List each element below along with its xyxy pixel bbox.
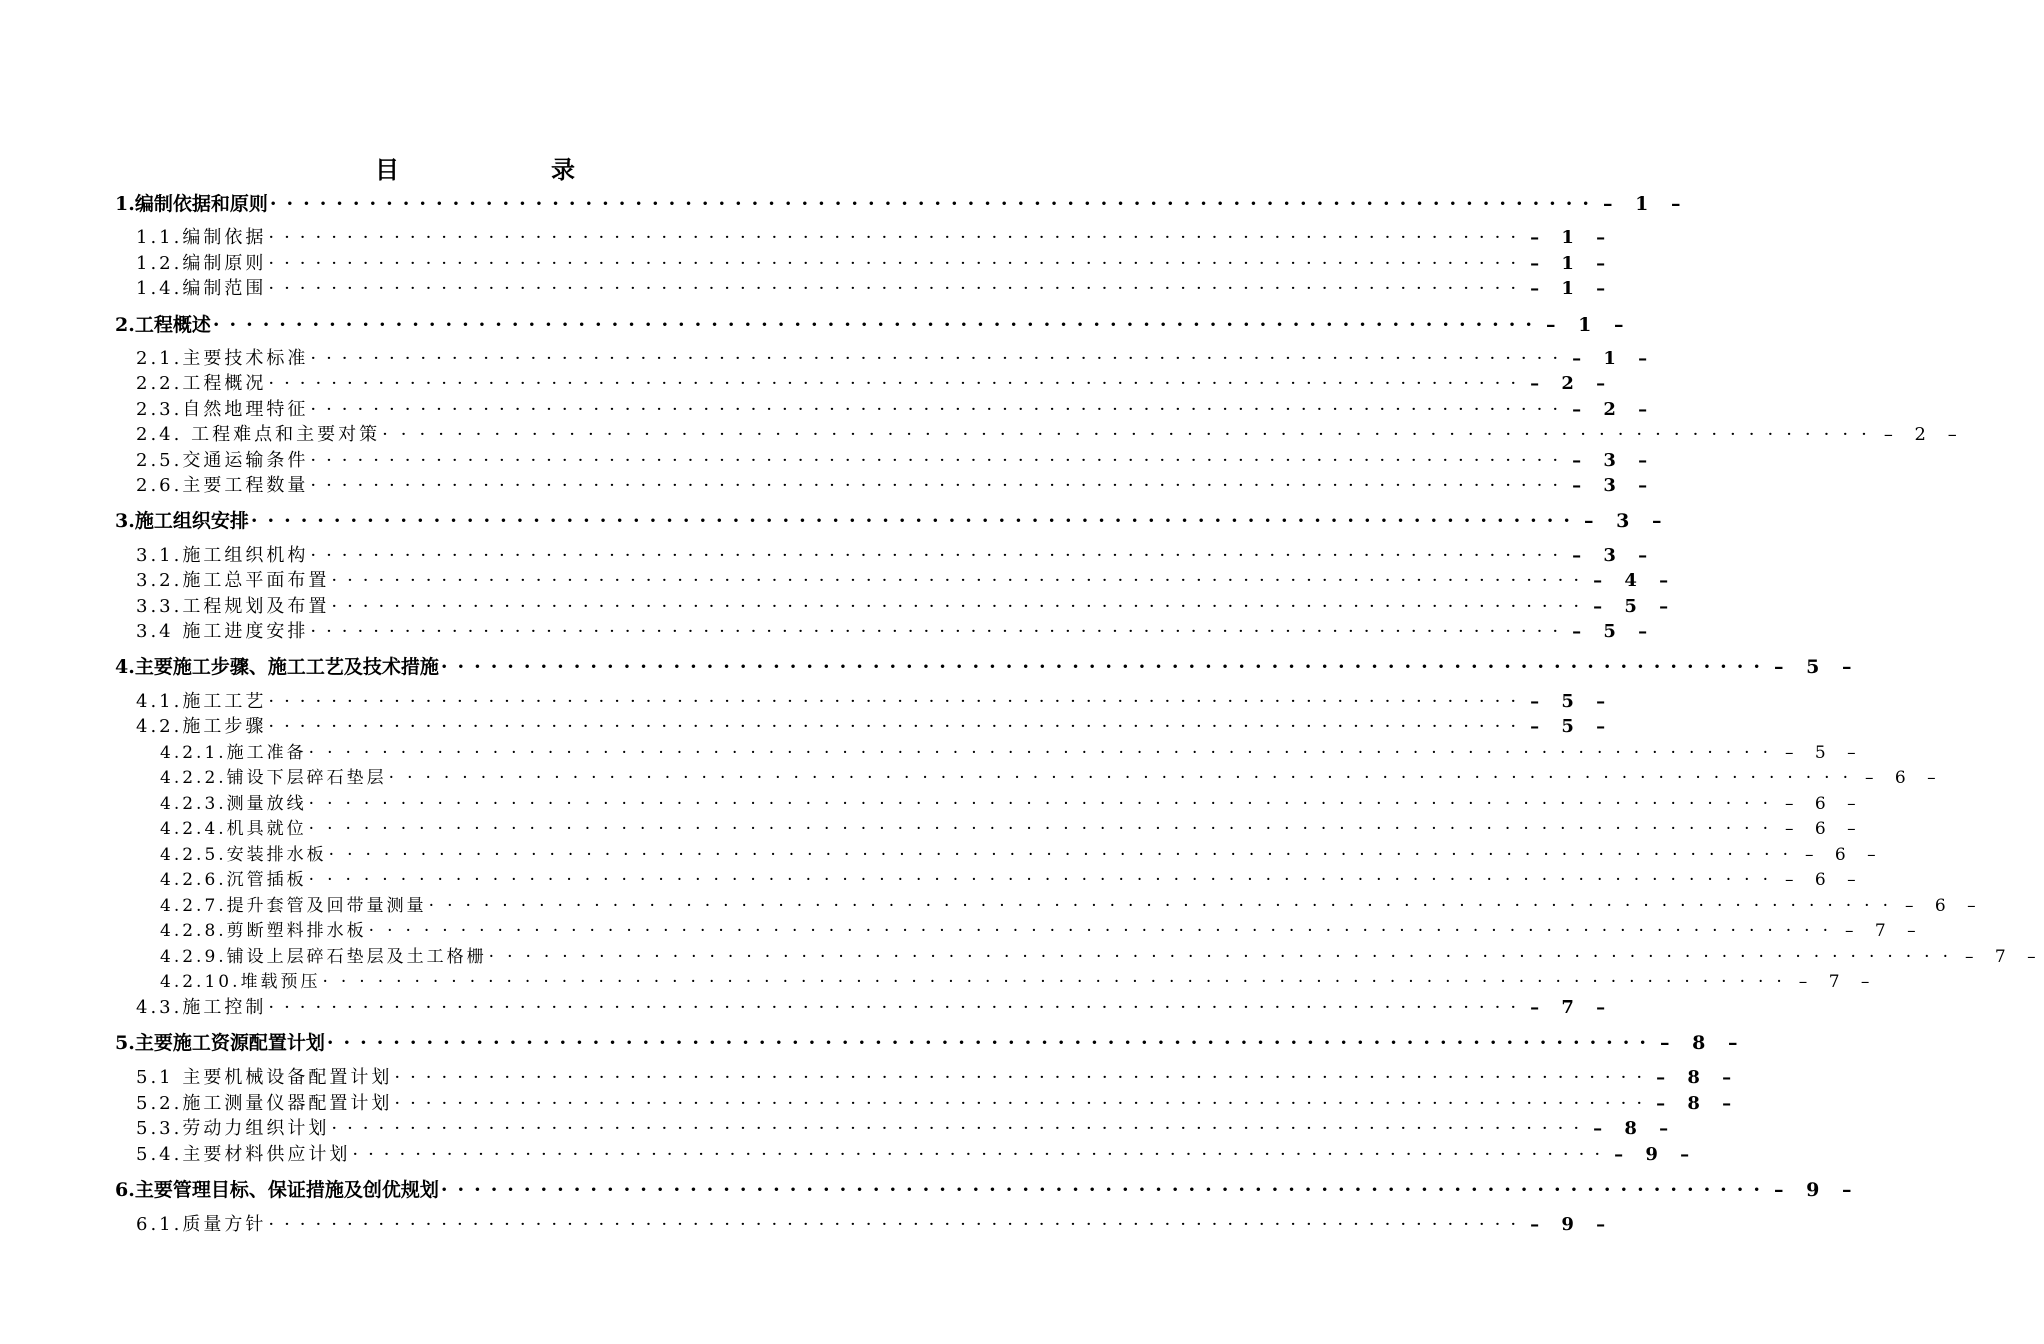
dot-leader: ················································································ bbox=[440, 656, 1771, 678]
toc-entry-page-number: – 3 – bbox=[1572, 475, 1656, 496]
toc-entry[interactable] bbox=[136, 372, 1614, 396]
toc-entry-page-number: – 2 – bbox=[1572, 399, 1656, 420]
dot-leader: ················································································ bbox=[328, 845, 1801, 865]
toc-entry[interactable] bbox=[136, 1092, 1740, 1116]
toc-entry-label: 3.施工组织安排 bbox=[115, 510, 249, 532]
toc-entry[interactable] bbox=[160, 945, 2044, 969]
toc-entry[interactable] bbox=[136, 1066, 1740, 1090]
toc-entry-label: 4.1.施工工艺 bbox=[136, 691, 267, 712]
dot-leader: ················································································ bbox=[428, 896, 1901, 916]
toc-entry-label: 4.2.4.机具就位 bbox=[160, 819, 307, 839]
toc-entry-label: 4.3.施工控制 bbox=[136, 997, 267, 1018]
toc-entry[interactable] bbox=[160, 970, 1878, 994]
toc-entry-page-number: – 8 – bbox=[1593, 1118, 1677, 1139]
toc-entry-page-number: – 9 – bbox=[1530, 1214, 1614, 1235]
toc-entry-page-number: – 3 – bbox=[1572, 450, 1656, 471]
dot-leader: ················································································ bbox=[326, 1032, 1657, 1054]
toc-entry-page-number: – 6 – bbox=[1864, 768, 1944, 788]
toc-entry[interactable] bbox=[136, 544, 1656, 568]
toc-entry-label: 2.2.工程概况 bbox=[136, 373, 267, 394]
toc-entry[interactable] bbox=[136, 474, 1656, 498]
toc-entry-label: 4.2.3.测量放线 bbox=[160, 794, 307, 814]
toc-entry-page-number: – 2 – bbox=[1530, 373, 1614, 394]
toc-entry-label: 4.2.9.铺设上层碎石垫层及土工格栅 bbox=[160, 947, 487, 967]
dot-leader: ················································································ bbox=[268, 373, 1527, 394]
toc-entry-label: 5.1 主要机械设备配置计划 bbox=[136, 1067, 393, 1088]
toc-entry-label: 3.3.工程规划及布置 bbox=[136, 596, 330, 617]
toc-entry[interactable] bbox=[115, 509, 1670, 533]
toc-entry-page-number: – 7 – bbox=[1530, 997, 1614, 1018]
toc-entry-page-number: – 9 – bbox=[1774, 1179, 1860, 1201]
toc-entry[interactable] bbox=[160, 894, 1984, 918]
dot-leader: ················································································ bbox=[269, 193, 1600, 215]
toc-entry-label: 1.2.编制原则 bbox=[136, 253, 267, 274]
toc-entry-page-number: – 6 – bbox=[1804, 845, 1884, 865]
toc-entry[interactable] bbox=[160, 843, 1884, 867]
toc-entry[interactable] bbox=[136, 1213, 1614, 1237]
dot-leader: ················································································ bbox=[310, 621, 1569, 642]
toc-entry-label: 2.5.交通运输条件 bbox=[136, 450, 309, 471]
toc-entry-label: 3.1.施工组织机构 bbox=[136, 545, 309, 566]
toc-entry-label: 4.2.2.铺设下层碎石垫层 bbox=[160, 768, 387, 788]
toc-entry-label: 1.编制依据和原则 bbox=[115, 193, 268, 215]
toc-entry-label: 6.主要管理目标、保证措施及创优规划 bbox=[115, 1179, 439, 1201]
dot-leader: ················································································ bbox=[308, 743, 1781, 763]
dot-leader: ················································································ bbox=[268, 253, 1527, 274]
dot-leader: ················································································ bbox=[368, 921, 1841, 941]
toc-entry-page-number: – 7 – bbox=[1798, 972, 1878, 992]
dot-leader: ················································································ bbox=[310, 545, 1569, 566]
toc-entry-page-number: – 9 – bbox=[1614, 1144, 1698, 1165]
toc-entry-label: 2.4. 工程难点和主要对策 bbox=[136, 424, 381, 445]
toc-entry[interactable] bbox=[136, 569, 1677, 593]
dot-leader: ················································································ bbox=[268, 691, 1527, 712]
toc-entry[interactable] bbox=[136, 690, 1614, 714]
dot-leader: ················································································ bbox=[440, 1179, 1771, 1201]
toc-entry-label: 5.主要施工资源配置计划 bbox=[115, 1032, 325, 1054]
toc-entry-page-number: – 1 – bbox=[1603, 193, 1689, 215]
toc-entry[interactable] bbox=[115, 1031, 1746, 1055]
toc-entry-page-number: – 5 – bbox=[1593, 596, 1677, 617]
dot-leader: ················································································ bbox=[310, 475, 1569, 496]
toc-entry-label: 4.2.5.安装排水板 bbox=[160, 845, 327, 865]
toc-entry-page-number: – 6 – bbox=[1784, 794, 1864, 814]
toc-entry[interactable] bbox=[136, 1117, 1677, 1141]
toc-entry-page-number: – 6 – bbox=[1904, 896, 1984, 916]
toc-entry-page-number: – 8 – bbox=[1656, 1067, 1740, 1088]
toc-entry[interactable] bbox=[136, 398, 1656, 422]
toc-entry-label: 4.2.6.沉管插板 bbox=[160, 870, 307, 890]
dot-leader: ················································································ bbox=[308, 794, 1781, 814]
dot-leader: ················································································ bbox=[310, 399, 1569, 420]
dot-leader: ················································································ bbox=[488, 947, 1961, 967]
dot-leader: ················································································ bbox=[388, 768, 1861, 788]
toc-entry-page-number: – 1 – bbox=[1530, 253, 1614, 274]
toc-entry[interactable] bbox=[136, 423, 1965, 447]
toc-entry-label: 1.1.编制依据 bbox=[136, 227, 267, 248]
toc-entry[interactable] bbox=[136, 595, 1677, 619]
toc-entry[interactable] bbox=[115, 192, 1689, 216]
dot-leader: ················································································ bbox=[310, 450, 1569, 471]
dot-leader: ················································································ bbox=[394, 1067, 1653, 1088]
dot-leader: ················································································ bbox=[268, 716, 1527, 737]
toc-entry-page-number: – 5 – bbox=[1572, 621, 1656, 642]
toc-entry-label: 3.2.施工总平面布置 bbox=[136, 570, 330, 591]
dot-leader: ················································································ bbox=[394, 1093, 1653, 1114]
toc-entry-label: 4.2.1.施工准备 bbox=[160, 743, 307, 763]
dot-leader: ················································································ bbox=[268, 278, 1527, 299]
toc-entry-page-number: – 5 – bbox=[1530, 691, 1614, 712]
toc-entry-page-number: – 5 – bbox=[1774, 656, 1860, 678]
toc-entry[interactable] bbox=[136, 620, 1656, 644]
toc-entry[interactable] bbox=[115, 313, 1632, 337]
dot-leader: ················································································ bbox=[322, 972, 1795, 992]
toc-entry-label: 5.3.劳动力组织计划 bbox=[136, 1118, 330, 1139]
dot-leader: ················································································ bbox=[352, 1144, 1611, 1165]
toc-entry[interactable] bbox=[160, 741, 1864, 765]
toc-entry[interactable] bbox=[136, 226, 1614, 250]
toc-entry[interactable] bbox=[136, 996, 1614, 1020]
toc-entry-page-number: – 6 – bbox=[1784, 819, 1864, 839]
toc-entry-label: 5.4.主要材料供应计划 bbox=[136, 1144, 351, 1165]
toc-entry-page-number: – 7 – bbox=[1844, 921, 1924, 941]
toc-entry-label: 4.2.7.提升套管及回带量测量 bbox=[160, 896, 427, 916]
toc-entry-label: 2.3.自然地理特征 bbox=[136, 399, 309, 420]
dot-leader: ················································································ bbox=[331, 1118, 1590, 1139]
toc-entry[interactable] bbox=[160, 919, 1924, 943]
toc-entry-page-number: – 3 – bbox=[1584, 510, 1670, 532]
dot-leader: ················································································ bbox=[268, 227, 1527, 248]
dot-leader: ················································································ bbox=[250, 510, 1581, 532]
toc-entry-page-number: – 5 – bbox=[1784, 743, 1864, 763]
toc-entry[interactable] bbox=[160, 868, 1864, 892]
toc-entry[interactable] bbox=[136, 252, 1614, 276]
toc-entry-page-number: – 1 – bbox=[1546, 314, 1632, 336]
toc-entry-page-number: – 3 – bbox=[1572, 545, 1656, 566]
toc-entry[interactable] bbox=[136, 449, 1656, 473]
dot-leader: ················································································ bbox=[268, 997, 1527, 1018]
toc-entry-label: 1.4.编制范围 bbox=[136, 278, 267, 299]
toc-entry[interactable] bbox=[160, 766, 1944, 790]
toc-entry[interactable] bbox=[115, 655, 1860, 679]
toc-entry-page-number: – 8 – bbox=[1656, 1093, 1740, 1114]
toc-entry-label: 6.1.质量方针 bbox=[136, 1214, 267, 1235]
toc-entry-page-number: – 4 – bbox=[1593, 570, 1677, 591]
toc-entry-page-number: – 2 – bbox=[1883, 424, 1965, 445]
toc-entry[interactable] bbox=[160, 817, 1864, 841]
toc-entry[interactable] bbox=[115, 1178, 1860, 1202]
toc-entry-page-number: – 5 – bbox=[1530, 716, 1614, 737]
toc-entry-page-number: – 1 – bbox=[1572, 348, 1656, 369]
dot-leader: ················································································ bbox=[331, 596, 1590, 617]
dot-leader: ················································································ bbox=[331, 570, 1590, 591]
toc-entry-page-number: – 7 – bbox=[1964, 947, 2044, 967]
toc-entry[interactable] bbox=[136, 347, 1656, 371]
dot-leader: ················································································ bbox=[308, 819, 1781, 839]
toc-entry-page-number: – 1 – bbox=[1530, 278, 1614, 299]
dot-leader: ················································································ bbox=[212, 314, 1543, 336]
toc-entry-page-number: – 6 – bbox=[1784, 870, 1864, 890]
toc-entry-label: 5.2.施工测量仪器配置计划 bbox=[136, 1093, 393, 1114]
toc-entry[interactable] bbox=[160, 792, 1864, 816]
toc-entry-label: 4.2.8.剪断塑料排水板 bbox=[160, 921, 367, 941]
toc-entry-label: 2.6.主要工程数量 bbox=[136, 475, 309, 496]
dot-leader: ················································································ bbox=[308, 870, 1781, 890]
page-title: 目 录 bbox=[375, 155, 639, 184]
toc-entry-label: 4.2.施工步骤 bbox=[136, 716, 267, 737]
toc-entry-page-number: – 1 – bbox=[1530, 227, 1614, 248]
toc-entry-label: 2.1.主要技术标准 bbox=[136, 348, 309, 369]
toc-entry[interactable] bbox=[136, 1143, 1698, 1167]
dot-leader: ················································································ bbox=[310, 348, 1569, 369]
toc-entry[interactable] bbox=[136, 715, 1614, 739]
toc-entry[interactable] bbox=[136, 277, 1614, 301]
toc-entry-label: 3.4 施工进度安排 bbox=[136, 621, 309, 642]
toc-entry-page-number: – 8 – bbox=[1660, 1032, 1746, 1054]
toc-entry-label: 4.2.10.堆载预压 bbox=[160, 972, 321, 992]
dot-leader: ················································································ bbox=[268, 1214, 1527, 1235]
dot-leader: ················································································ bbox=[382, 424, 1880, 445]
toc-entry-label: 4.主要施工步骤、施工工艺及技术措施 bbox=[115, 656, 439, 678]
toc-entry-label: 2.工程概述 bbox=[115, 314, 211, 336]
